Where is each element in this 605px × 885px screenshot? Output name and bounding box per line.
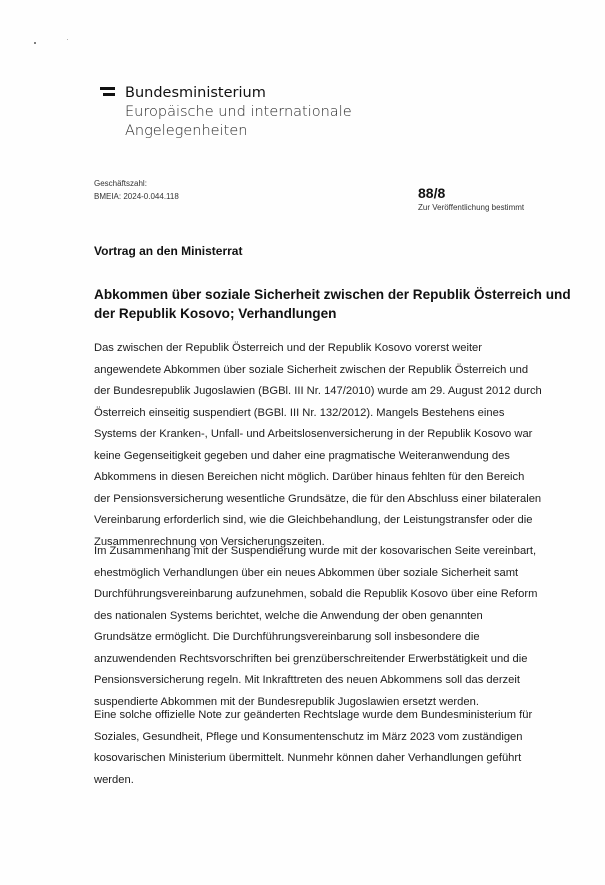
paragraph-line: des nationalen Systems berichtet, welche die Anwendung der oben genannten — [94, 609, 483, 622]
paragraph-line: Systems der Kranken-, Unfall- und Arbeitslosenversicherung in der Republik Kosovo war — [94, 428, 533, 440]
paragraph-line: Im Zusammenhang mit der Suspendierung wurde mit der kosovarischen Seite vereinbart, — [94, 545, 537, 557]
paragraph-line: Das zwischen der Republik Österreich und der Republik Kosovo vorerst weiter — [94, 342, 483, 354]
document-type-heading: Vortrag an den Ministerrat — [94, 244, 243, 258]
paragraph-line: der Pensionsversicherung wesentliche Grundsätze, die für den Abschluss einer bilateralen — [94, 492, 542, 505]
paragraph-line: anzuwendenden Rechtsvorschriften bei grenzüberschreitender Erwerbstätigkeit und die — [94, 652, 528, 665]
paragraph-line: Eine solche offizielle Note zur geänderten Rechtslage wurde dem Bundesministerium für — [94, 709, 533, 721]
austria-ministry-logo-icon — [100, 87, 116, 97]
paragraph-3 — [94, 705, 534, 791]
scan-speck — [34, 42, 36, 44]
scan-speck — [67, 39, 68, 40]
paragraph-line: ehestmöglich Verhandlungen über ein neues Abkommen über soziale Sicherheit samt — [94, 566, 519, 579]
ministry-name-line-2: Europäische und internationale — [125, 104, 352, 120]
paragraph-line: angewendete Abkommen über soziale Sicherheit zwischen der Republik Österreich und — [94, 363, 529, 376]
document-number-block — [418, 185, 524, 213]
paragraph-line: Pensionsversicherung regeln. Mit Inkrafttreten des neuen Abkommens soll das derzeit — [94, 674, 520, 686]
paragraph-line: Soziales, Gesundheit, Pflege und Konsumentenschutz im März 2023 vom zuständigen — [94, 730, 523, 743]
paragraph-line: Abkommens in diesen Bereichen nicht möglich. Darüber hinaus fehlten für den Bereich — [94, 471, 525, 483]
paragraph-line: keine Gegenseitigkeit gegeben und daher eine pragmatische Weiteranwendung des — [94, 449, 510, 462]
paragraph-line: der Bundesrepublik Jugoslawien (BGBl. III Nr. 147/2010) wurde am 29. August 2012 durch — [94, 385, 542, 397]
ministry-name-line-1: Bundesministerium — [125, 85, 266, 101]
paragraph-line: Durchführungsvereinbarung aufzunehmen, sobald die Republik Kosovo über eine Reform — [94, 588, 538, 600]
title-line: der Republik Kosovo; Verhandlungen — [94, 306, 337, 321]
paragraph-line: suspendierte Abkommen mit der Bundesrepublik Jugoslawien ersetzt werden. — [94, 695, 479, 708]
paragraph-2 — [94, 541, 538, 713]
ministry-name-line-3: Angelegenheiten — [125, 123, 248, 139]
paragraph-line: Österreich einseitig suspendiert (BGBl. III Nr. 132/2012). Mangels Bestehens eines — [94, 406, 505, 419]
document-number: 88/8 — [418, 185, 446, 201]
reference-block — [94, 177, 179, 203]
document-title — [94, 285, 571, 323]
publication-note: Zur Veröffentlichung bestimmt — [418, 203, 525, 212]
title-line: Abkommen über soziale Sicherheit zwischen der Republik Österreich und — [94, 287, 571, 302]
paragraph-1 — [94, 338, 542, 553]
ministry-name — [125, 84, 352, 141]
reference-value: BMEIA: 2024-0.044.118 — [94, 192, 179, 201]
logo-bar-top — [100, 87, 115, 90]
paragraph-line: Zusammenrechnung von Versicherungszeiten. — [94, 535, 325, 548]
logo-bar-bottom — [103, 93, 115, 96]
reference-label: Geschäftszahl: — [94, 179, 147, 188]
paragraph-line: werden. — [94, 773, 134, 786]
paragraph-line: Grundsätze ermöglicht. Die Durchführungsvereinbarung soll insbesondere die — [94, 631, 480, 643]
paragraph-line: Vereinbarung erforderlich sind, wie die Gleichbehandlung, der Leistungstransfer oder die — [94, 514, 533, 526]
paragraph-line: kosovarischen Ministerium übermittelt. Nunmehr können daher Verhandlungen geführt — [94, 752, 522, 764]
